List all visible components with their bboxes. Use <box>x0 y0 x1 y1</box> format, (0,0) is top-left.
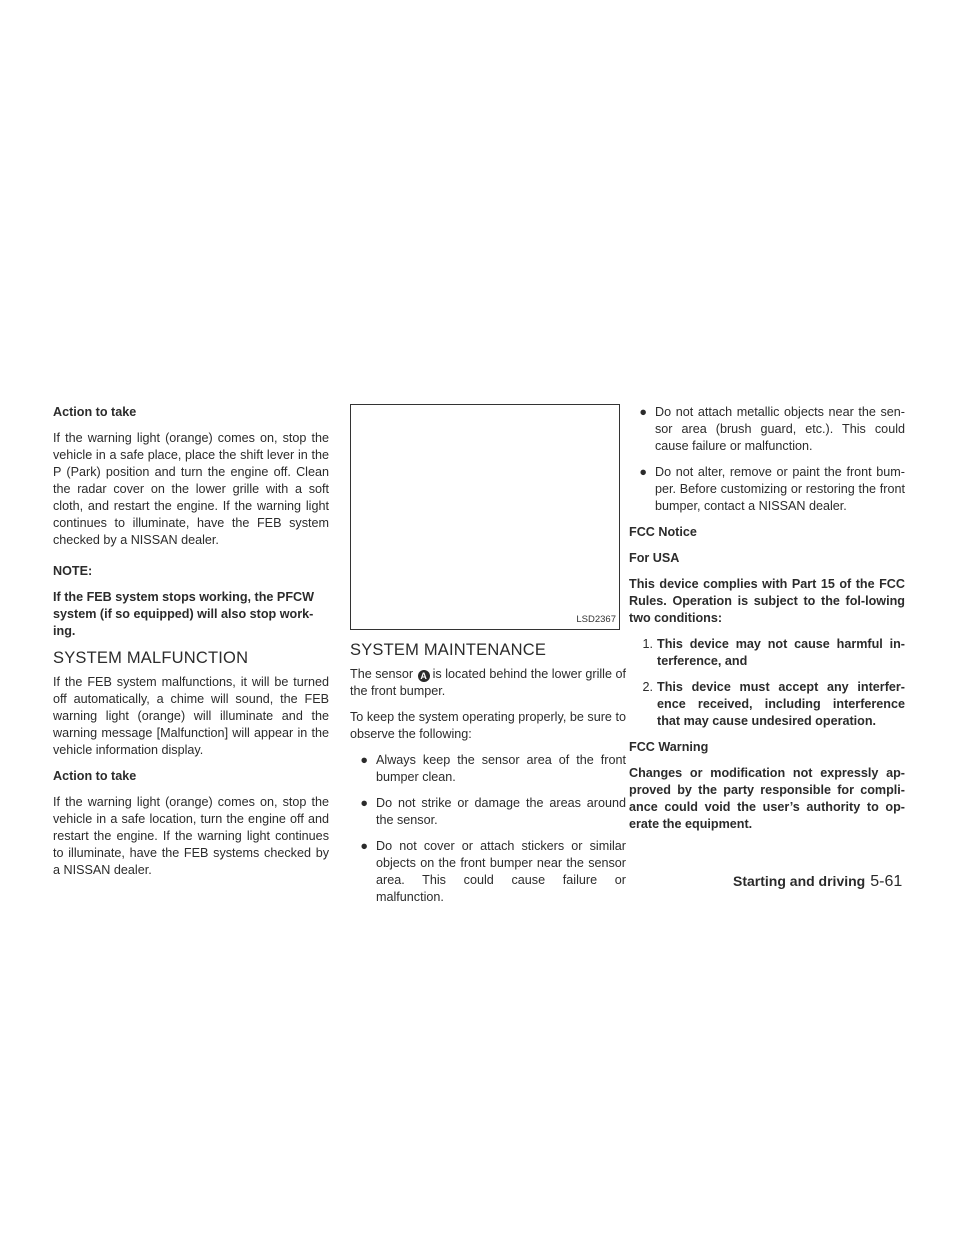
list-number: 2. <box>642 680 653 694</box>
page-number: 5-61 <box>870 873 903 890</box>
paragraph-malfunction: If the FEB system malfunctions, it will be turned off automatically, a chime will sound, the FEB warning light (orange) will illuminate and the warning message [Malfunction] will appear in the vehicle information display. <box>53 675 329 757</box>
list-item-text: Do not strike or damage the areas around the sensor. <box>376 796 626 827</box>
paragraph-maintenance-intro: To keep the system operating properly, be sure to observe the following: <box>350 710 626 741</box>
note-label: NOTE: <box>53 564 93 578</box>
column-middle <box>350 404 626 915</box>
page-footer <box>733 873 902 891</box>
section-title-system-malfunction: SYSTEM MALFUNCTION <box>53 649 249 667</box>
bullet-icon: ● <box>360 796 368 810</box>
list-item <box>629 636 905 670</box>
section-title-system-maintenance: SYSTEM MAINTENANCE <box>350 641 547 659</box>
footer-section-title: Starting and driving <box>733 873 866 889</box>
list-item-text: Do not attach metallic objects near the sen-sor area (brush guard, etc.). This could cause failure or malfunction. <box>655 405 905 453</box>
list-item <box>350 795 626 829</box>
paragraph-sensor-location <box>350 666 626 700</box>
list-item <box>629 679 905 730</box>
subheading-fcc-notice: FCC Notice <box>629 525 697 539</box>
list-item-text: Do not cover or attach stickers or similar objects on the front bumper near the sensor area. This could cause failure or malfunction. <box>376 839 626 904</box>
sensor-figure <box>350 404 620 630</box>
list-number: 1. <box>642 637 653 651</box>
bullet-icon: ● <box>360 753 368 767</box>
column-right <box>629 404 905 842</box>
note-text: If the FEB system stops working, the PFCW system (if so equipped) will also stop work-ing. <box>53 590 315 638</box>
figure-code: LSD2367 <box>576 614 616 625</box>
sensor-text-post: is located behind the lower grille of the front bumper. <box>350 667 627 698</box>
fcc-warning-text: Changes or modification not expressly ap-proved by the party responsible for compli-ance could void the user’s authority to op-erate the equipment. <box>629 766 905 831</box>
column-left <box>53 404 329 888</box>
subheading-fcc-warning: FCC Warning <box>629 740 709 754</box>
list-item-text: Always keep the sensor area of the front bumper clean. <box>376 753 626 784</box>
paragraph-warning-light: If the warning light (orange) comes on, stop the vehicle in a safe place, place the shift lever in the P (Park) position and turn the engine off. Clean the radar cover on the lower grille with a soft cloth, and restart the engine. If the warning light continues to illuminate, have the FEB system checked by a NISSAN dealer. <box>53 431 329 547</box>
fcc-compliance-text: This device complies with Part 15 of the FCC Rules. Operation is subject to the fol-lowing two conditions: <box>629 577 905 625</box>
list-item <box>350 838 626 906</box>
bullet-icon: ● <box>360 839 368 853</box>
sensor-text-pre: The sensor <box>350 667 414 681</box>
list-item <box>350 752 626 786</box>
list-item <box>629 464 905 515</box>
subheading-action-to-take: Action to take <box>53 405 137 419</box>
list-item-text: This device must accept any interfer-ence received, including interference that may cause undesired operation. <box>657 680 905 728</box>
subheading-action-to-take-2: Action to take <box>53 769 137 783</box>
bullet-icon: ● <box>639 465 647 479</box>
list-item-text: This device may not cause harmful in-terference, and <box>657 637 905 668</box>
bullet-icon: ● <box>639 405 647 419</box>
list-item-text: Do not alter, remove or paint the front bum-per. Before customizing or restoring the front bumper, contact a NISSAN dealer. <box>655 465 905 513</box>
subheading-for-usa: For USA <box>629 551 680 565</box>
paragraph-malfunction-action: If the warning light (orange) comes on, stop the vehicle in a safe location, turn the engine off and restart the engine. If the warning light continues to illuminate, have the FEB systems checked by a NISSAN dealer. <box>53 795 329 877</box>
list-item <box>629 404 905 455</box>
callout-a-icon: A <box>418 670 430 682</box>
